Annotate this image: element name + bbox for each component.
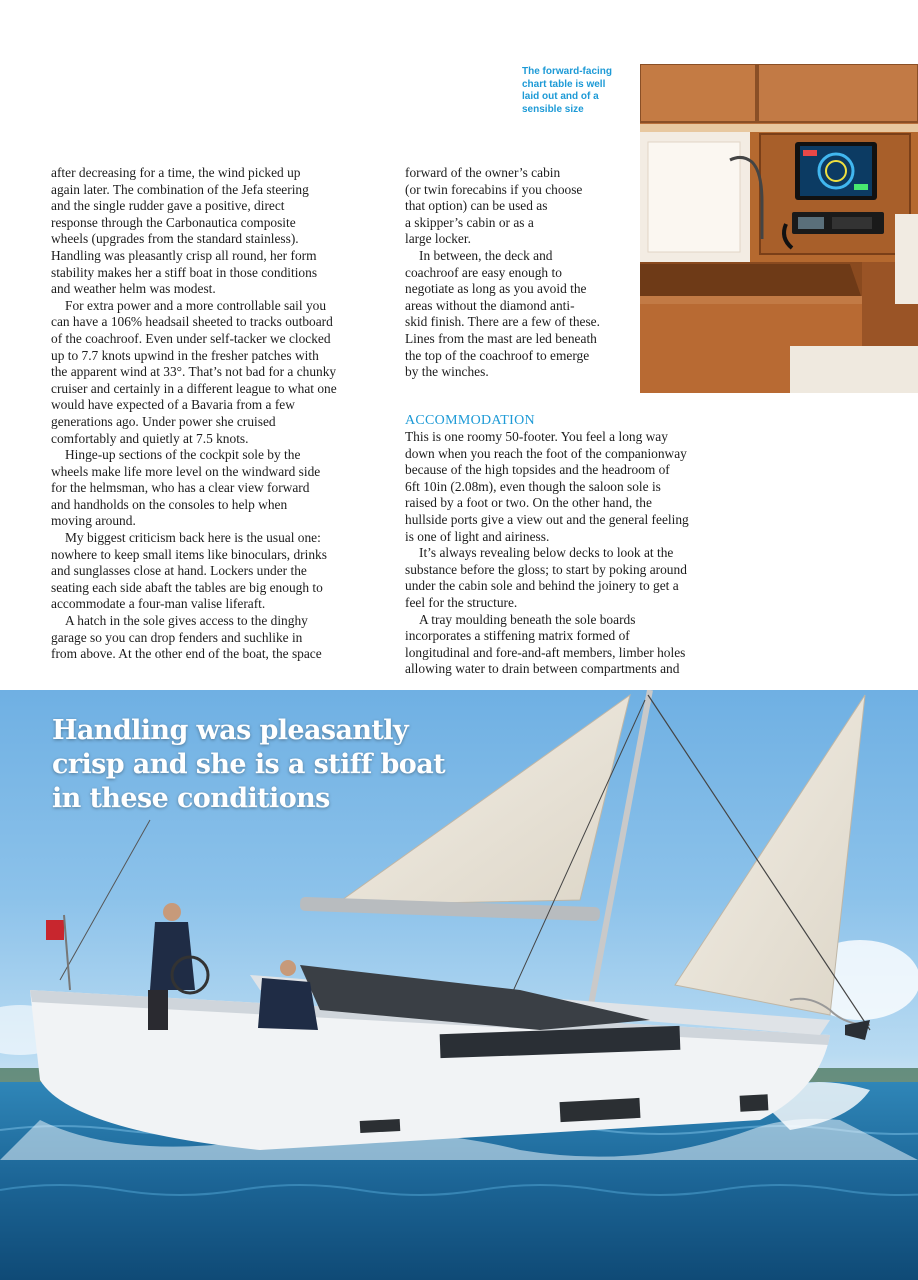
text-line: and handholds on the consoles to help when: [51, 496, 288, 512]
text-line: the top of the coachroof to emerge: [405, 347, 590, 363]
text-line: a skipper’s cabin or as a: [405, 214, 534, 230]
text-line: by the winches.: [405, 364, 489, 380]
caption-line: laid out and of a: [522, 91, 599, 102]
pull-quote: [52, 714, 452, 816]
text-line: This is one roomy 50-footer. You feel a long way: [405, 429, 668, 444]
paragraph: [51, 613, 381, 663]
text-line: skid finish. There are a few of these.: [405, 314, 600, 330]
text-line: wheels make life more level on the windward side: [51, 463, 321, 479]
paragraph: [405, 165, 635, 248]
text-line: response through the Carbonautica composite: [51, 214, 296, 230]
paragraph: [51, 165, 381, 298]
text-line: the apparent wind at 33°. That’s not bad for a chunky: [51, 364, 337, 380]
text-line: that option) can be used as: [405, 198, 548, 214]
pull-quote-line: crisp and she is a stiff boat: [52, 749, 445, 780]
chart-table-illustration: [640, 64, 918, 393]
text-line: and weather helm was modest.: [51, 281, 216, 297]
text-line: coachroof are easy enough to: [405, 264, 562, 280]
text-line: stability makes her a stiff boat in those conditions: [51, 264, 318, 280]
paragraph: [405, 248, 635, 381]
text-line: after decreasing for a time, the wind picked up: [51, 165, 301, 180]
text-line: for the helmsman, who has a clear view forward: [51, 480, 310, 496]
caption-line: The forward-facing: [522, 66, 613, 77]
text-line: accommodate a four-man valise liferaft.: [51, 596, 266, 612]
text-line: feel for the structure.: [405, 594, 518, 610]
paragraph: [51, 447, 381, 530]
text-line: and sunglasses close at hand. Lockers under the: [51, 563, 307, 579]
text-line: A tray moulding beneath the sole boards: [419, 611, 636, 627]
photo-caption: [522, 66, 632, 116]
text-line: large locker.: [405, 231, 471, 247]
caption-line: chart table is well: [522, 78, 606, 90]
text-line: substance before the gloss; to start by poking around: [405, 561, 687, 577]
right-column-bottom: [405, 413, 745, 678]
text-line: nowhere to keep small items like binoculars, drinks: [51, 546, 327, 562]
text-line: from above. At the other end of the boat, the space: [51, 646, 322, 662]
paragraph: [405, 429, 745, 545]
text-line: areas without the diamond anti-: [405, 297, 575, 313]
text-line: Lines from the mast are led beneath: [405, 330, 597, 346]
text-line: 6ft 10in (2.08m), even though the saloon sole is: [405, 478, 661, 494]
text-line: longitudinal and fore-and-aft members, limber holes: [405, 644, 686, 660]
text-line: wheels (upgrades from the standard stainless).: [51, 231, 299, 247]
caption-line: sensible size: [522, 103, 584, 115]
text-line: can have a 106% headsail sheeted to tracks outboard: [51, 314, 333, 330]
text-line: and the single rudder gave a positive, direct: [51, 198, 285, 214]
text-line: would have expected of a Bavaria from a few: [51, 397, 295, 413]
text-line: of the coachroof. Even under self-tacker we clocked: [51, 330, 331, 346]
text-line: A hatch in the sole gives access to the dinghy: [65, 613, 308, 629]
text-line: cruiser and certainly in a different league to what one: [51, 380, 337, 396]
paragraph: [405, 545, 745, 611]
text-line: For extra power and a more controllable sail you: [65, 297, 327, 313]
paragraph: [51, 298, 381, 447]
text-line: is one of light and airiness.: [405, 528, 550, 544]
text-line: hullside ports give a view out and the general feeling: [405, 511, 689, 527]
text-line: garage so you can drop fenders and suchlike in: [51, 629, 303, 645]
text-line: My biggest criticism back here is the usual one:: [65, 530, 321, 546]
text-line: forward of the owner’s cabin: [405, 165, 561, 180]
text-line: incorporates a stiffening matrix formed of: [405, 628, 630, 644]
text-line: Hinge-up sections of the cockpit sole by the: [65, 447, 301, 463]
text-line: again later. The combination of the Jefa steering: [51, 181, 309, 197]
text-line: negotiate as long as you avoid the: [405, 281, 587, 297]
text-line: Handling was pleasantly crisp all round, her form: [51, 247, 317, 263]
right-column-top: [405, 165, 635, 381]
text-line: because of the high topsides and the headroom of: [405, 462, 670, 478]
text-line: raised by a foot or two. On the other hand, the: [405, 495, 652, 511]
section-heading: ACCOMMODATION: [405, 413, 535, 428]
text-line: It’s always revealing below decks to look at the: [419, 545, 674, 561]
pull-quote-line: in these conditions: [52, 783, 330, 814]
text-line: comfortably and quietly at 7.5 knots.: [51, 430, 249, 446]
left-column: [51, 165, 381, 663]
text-line: down when you reach the foot of the companionway: [405, 445, 687, 461]
pull-quote-line: Handling was pleasantly: [52, 715, 409, 746]
text-line: allowing water to drain between compartments and: [405, 661, 680, 677]
text-line: moving around.: [51, 513, 136, 529]
text-line: In between, the deck and: [419, 247, 553, 263]
paragraph: [405, 612, 745, 678]
chart-table-photo: [640, 64, 918, 393]
text-line: seating each side abaft the tables are big enough to: [51, 579, 323, 595]
text-line: (or twin forecabins if you choose: [405, 181, 583, 197]
text-line: under the cabin sole and behind the joinery to get a: [405, 578, 679, 594]
text-line: up to 7.7 knots upwind in the fresher patches with: [51, 347, 319, 363]
paragraph: [51, 530, 381, 613]
text-line: generations ago. Under power she cruised: [51, 413, 276, 429]
